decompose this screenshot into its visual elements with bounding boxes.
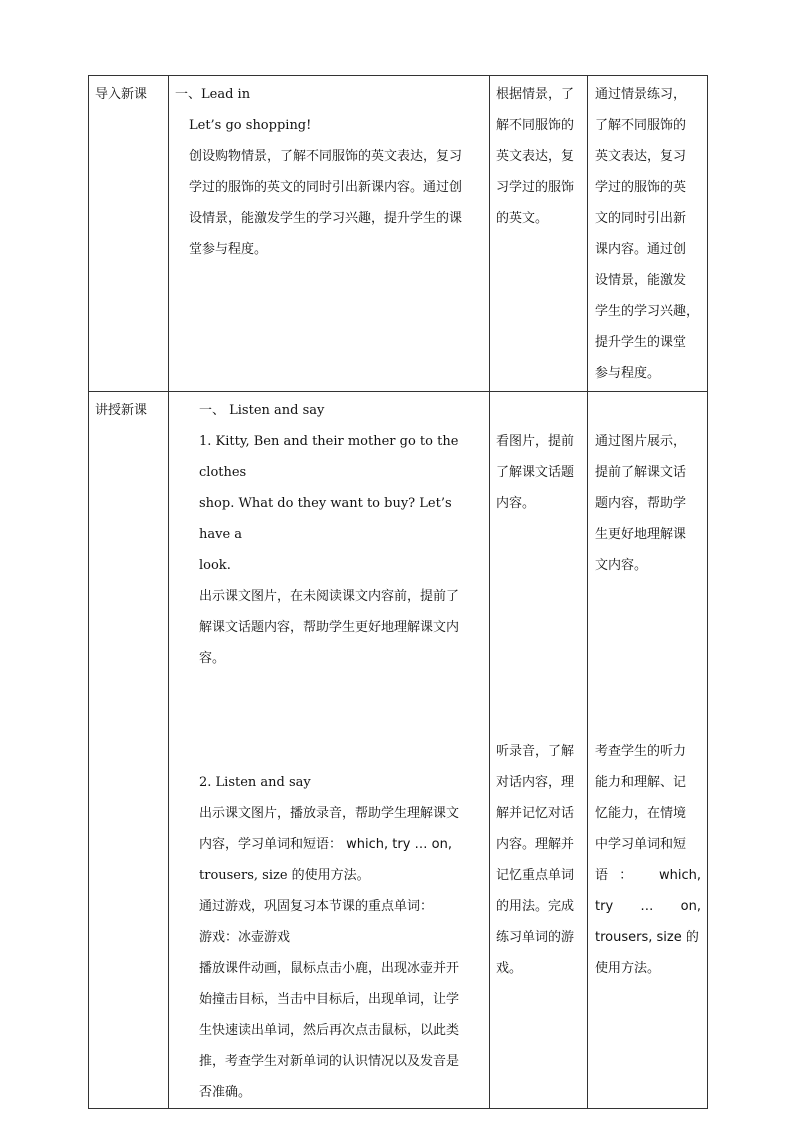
student-activity-cell: [490, 76, 588, 392]
content-line: shop. What do they want to buy? Let’s have a: [199, 496, 452, 542]
content-line: 设情景，能激发学生的学习兴趣，提升学生的课: [189, 211, 463, 226]
purpose-line: 通过情景练习，: [595, 87, 687, 102]
student-line: 解不同服饰的: [496, 118, 575, 133]
student-line: 对话内容，理: [496, 775, 575, 790]
content-line: 堂参与程度。: [189, 242, 268, 257]
content-line: 解课文话题内容，帮助学生更好地理解课文内: [199, 620, 460, 635]
purpose-line: 题内容，帮助学: [595, 496, 687, 511]
purpose-line: try … on,: [595, 899, 701, 914]
content-line: 出示课文图片，播放录音，帮助学生理解课文: [199, 806, 460, 821]
spacer: [199, 674, 481, 767]
content-line: 生快速读出单词，然后再次点击鼠标，以此类: [199, 1023, 460, 1038]
purpose-line: trousers, size 的: [595, 930, 699, 945]
section-heading: 一、Lead in: [175, 87, 251, 102]
content-line: trousers, size 的使用方法。: [199, 868, 370, 883]
purpose-line: 提升学生的课堂: [595, 335, 687, 350]
content-line: 容。: [199, 651, 226, 666]
student-line: 根据情景，了: [496, 87, 575, 102]
purpose-line: 了解不同服饰的: [595, 118, 687, 133]
student-activity-cell: [490, 392, 588, 1109]
purpose-line: 通过图片展示，: [595, 434, 687, 449]
purpose-line: 忆能力，在情境: [595, 806, 687, 821]
content-line: 创设购物情景，了解不同服饰的英文表达，复习: [189, 149, 463, 164]
stage-label: 导入新课: [89, 76, 169, 392]
table-row: [89, 392, 708, 1109]
student-line: 记忆重点单词: [496, 868, 575, 883]
content-line: 推，考查学生对新单词的认识情况以及发音是: [199, 1054, 460, 1069]
design-purpose-cell: [588, 76, 708, 392]
subsection-heading: 2. Listen and say: [199, 775, 311, 790]
content-line: 1. Kitty, Ben and their mother go to the clothes: [199, 434, 459, 480]
student-line: 英文表达，复: [496, 149, 575, 164]
content-line: 否准确。: [199, 1085, 252, 1100]
content-line: 始撞击目标，当击中目标后，出现单词，让学: [199, 992, 460, 1007]
teaching-content-cell: [169, 76, 490, 392]
student-line: 了解课文话题: [496, 465, 575, 480]
design-purpose-cell: [588, 392, 708, 1109]
student-line: 习学过的服饰: [496, 180, 575, 195]
purpose-line: 英文表达，复习: [595, 149, 687, 164]
student-line: 内容。理解并: [496, 837, 575, 852]
lesson-plan-table: [88, 75, 708, 1109]
purpose-line: 提前了解课文话: [595, 465, 687, 480]
teaching-content-cell: [169, 392, 490, 1109]
purpose-line: 中学习单词和短: [595, 837, 687, 852]
section-heading: 一、 Listen and say: [199, 403, 325, 418]
content-line: 内容，学习单词和短语： which, try … on,: [199, 837, 452, 852]
purpose-line: 生更好地理解课: [595, 527, 687, 542]
purpose-line: 使用方法。: [595, 961, 661, 976]
student-line: 解并记忆对话: [496, 806, 575, 821]
student-line: 的英文。: [496, 211, 549, 226]
purpose-line: 学生的学习兴趣，: [595, 304, 700, 319]
content-line: Let’s go shopping!: [189, 118, 312, 133]
content-line: look.: [199, 558, 231, 573]
purpose-line: 文的同时引出新: [595, 211, 687, 226]
purpose-line: 语： which,: [595, 868, 701, 883]
content-line: 播放课件动画，鼠标点击小鹿，出现冰壶并开: [199, 961, 460, 976]
purpose-line: 文内容。: [595, 558, 648, 573]
content-line: 出示课文图片，在未阅读课文内容前，提前了: [199, 589, 460, 604]
purpose-line: 课内容。通过创: [595, 242, 687, 257]
table-row: [89, 76, 708, 392]
purpose-line: 考查学生的听力: [595, 744, 687, 759]
student-line: 的用法。完成: [496, 899, 575, 914]
student-line: 看图片，提前: [496, 434, 575, 449]
purpose-line: 参与程度。: [595, 366, 661, 381]
student-line: 内容。: [496, 496, 536, 511]
purpose-line: 学过的服饰的英: [595, 180, 687, 195]
purpose-line: 能力和理解、记: [595, 775, 687, 790]
student-line: 练习单词的游: [496, 930, 575, 945]
content-line: 游戏：冰壶游戏: [199, 930, 291, 945]
student-line: 戏。: [496, 961, 523, 976]
stage-label: 讲授新课: [89, 392, 169, 1109]
student-line: 听录音，了解: [496, 744, 575, 759]
content-line: 通过游戏，巩固复习本节课的重点单词：: [199, 899, 434, 914]
purpose-line: 设情景，能激发: [595, 273, 687, 288]
content-line: 学过的服饰的英文的同时引出新课内容。通过创: [189, 180, 463, 195]
